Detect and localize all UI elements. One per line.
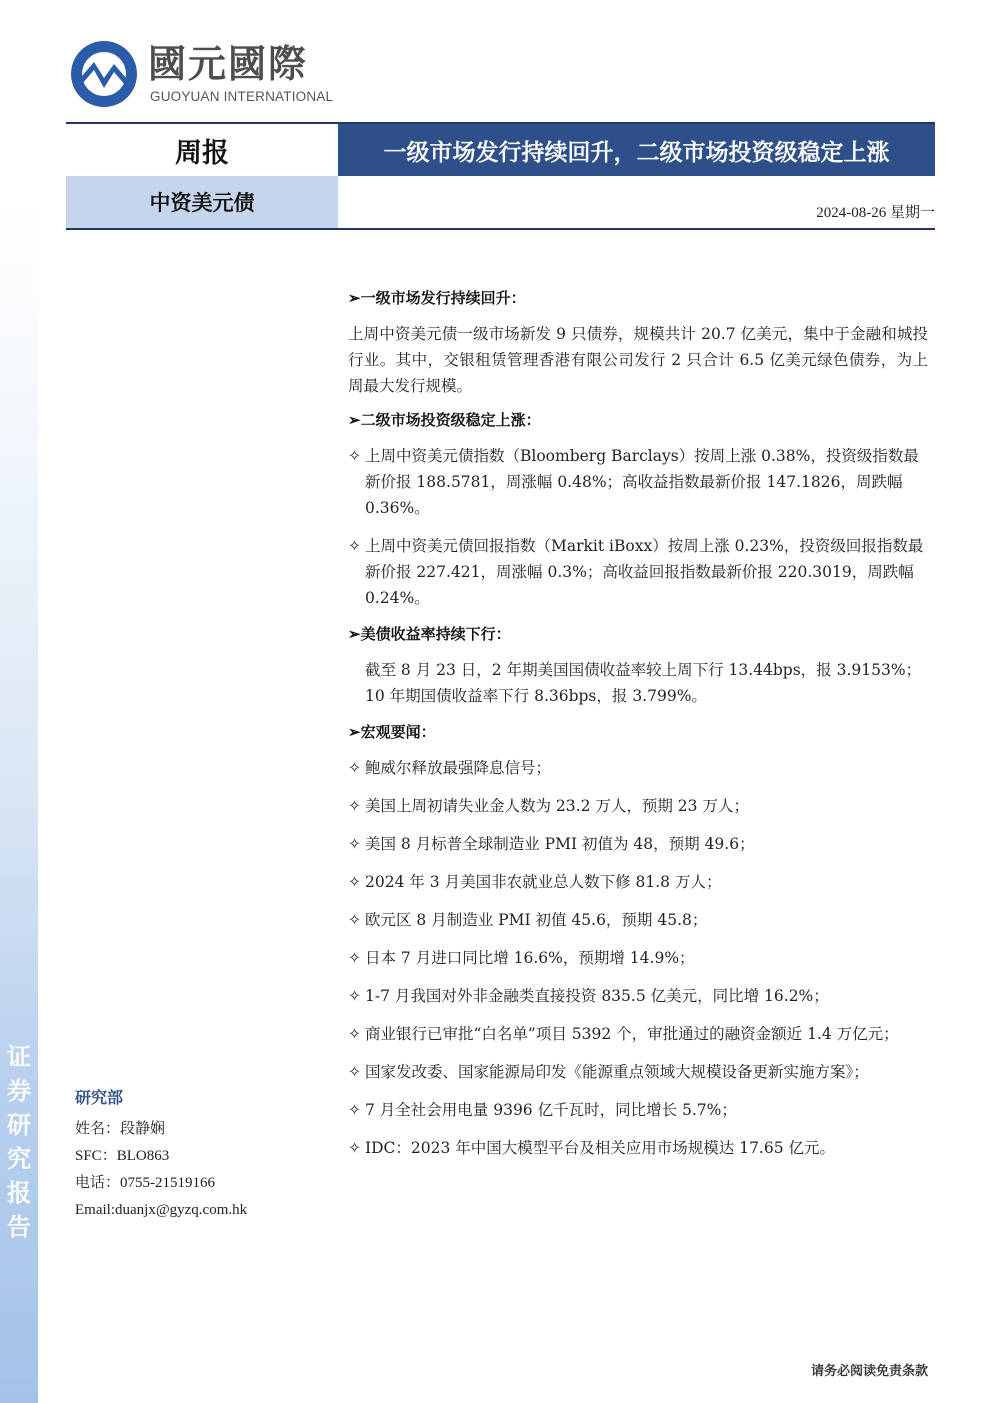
star-bullet-icon: ✧ xyxy=(348,1139,361,1157)
news-item xyxy=(348,1021,928,1047)
logo-chinese-name: 國元國際 xyxy=(148,42,309,86)
star-bullet-icon: ✧ xyxy=(348,447,361,465)
logo-english-name: GUOYUAN INTERNATIONAL xyxy=(150,89,334,104)
news-text: 2024 年 3 月美国非农就业总人数下修 81.8 万人； xyxy=(365,873,722,891)
star-bullet-icon: ✧ xyxy=(348,835,361,853)
report-title: 一级市场发行持续回升，二级市场投资级稳定上涨 xyxy=(338,124,935,176)
news-text: 7 月全社会用电量 9396 亿千瓦时，同比增长 5.7%； xyxy=(365,1101,737,1119)
news-item xyxy=(348,793,928,819)
news-item xyxy=(348,1097,928,1123)
section-heading-text: 一级市场发行持续回升： xyxy=(360,289,526,307)
news-item xyxy=(348,1135,928,1161)
author-name: 姓名：段静娴 xyxy=(75,1121,166,1137)
news-text: 商业银行已审批“白名单”项目 5392 个，审批通过的融资金额近 1.4 万亿元； xyxy=(365,1025,899,1043)
paragraph: 截至 8 月 23 日，2 年期美国国债收益率较上周下行 13.44bps，报 3.9153%；10 年期国债收益率下行 8.36bps，报 3.799%。 xyxy=(365,661,922,705)
star-bullet-icon: ✧ xyxy=(348,1063,361,1081)
news-text: 国家发改委、国家能源局印发《能源重点领域大规模设备更新实施方案》； xyxy=(365,1063,869,1081)
bullet-text: 上周中资美元债指数（Bloomberg Barclays）按周上涨 0.38%，投资级指数最新价报 188.5781，周涨幅 0.48%；高收益指数最新价报 147.1826，周跌幅 0.36%。 xyxy=(365,447,919,517)
section-heading-text: 二级市场投资级稳定上涨： xyxy=(360,411,541,429)
news-item xyxy=(348,907,928,933)
star-bullet-icon: ✧ xyxy=(348,537,361,555)
side-label-char: 研 xyxy=(7,1110,31,1139)
bullet-text: 上周中资美元债回报指数（Markit iBoxx）按周上涨 0.23%，投资级回报指数最新价报 227.421，周涨幅 0.3%；高收益回报指数最新价报 220.3019，周跌幅 0.24%。 xyxy=(365,537,924,607)
report-date: 2024-08-26 星期一 xyxy=(816,205,935,221)
side-label-char: 究 xyxy=(7,1144,31,1173)
news-item xyxy=(348,1059,928,1085)
news-item xyxy=(348,945,928,971)
section-heading xyxy=(348,287,928,309)
section-heading-text: 宏观要闻： xyxy=(360,723,436,741)
star-bullet-icon: ✧ xyxy=(348,759,361,777)
star-bullet-icon: ✧ xyxy=(348,911,361,929)
star-bullet-icon: ✧ xyxy=(348,797,361,815)
star-bullet-icon: ✧ xyxy=(348,987,361,1005)
side-label-char: 券 xyxy=(7,1076,31,1105)
star-bullet-icon: ✧ xyxy=(348,873,361,891)
section-arrow-icon: ➢ xyxy=(348,723,361,741)
side-label xyxy=(4,1040,34,1244)
report-type: 周报 xyxy=(175,137,229,169)
side-label-char: 报 xyxy=(7,1178,31,1207)
news-text: 欧元区 8 月制造业 PMI 初值 45.6，预期 45.8； xyxy=(365,911,708,929)
main-content xyxy=(348,287,928,1173)
author-sfc: SFC：BLO863 xyxy=(75,1148,170,1164)
company-logo xyxy=(68,38,338,114)
disclaimer-footer: 请务必阅读免责条款 xyxy=(810,1364,928,1379)
news-text: 美国上周初请失业金人数为 23.2 万人，预期 23 万人； xyxy=(365,797,749,815)
bullet-item xyxy=(348,443,928,521)
star-bullet-icon: ✧ xyxy=(348,1101,361,1119)
section-heading xyxy=(348,409,928,431)
star-bullet-icon: ✧ xyxy=(348,949,361,967)
section-heading xyxy=(348,721,928,743)
bullet-item xyxy=(348,533,928,611)
section-heading-text: 美债收益率持续下行： xyxy=(360,625,511,643)
news-text: 鲍威尔释放最强降息信号； xyxy=(365,759,552,777)
star-bullet-icon: ✧ xyxy=(348,1025,361,1043)
news-text: 1-7 月我国对外非金融类直接投资 835.5 亿美元，同比增 16.2%； xyxy=(365,987,829,1005)
author-block xyxy=(75,1085,325,1224)
report-category: 中资美元债 xyxy=(66,176,338,228)
news-item xyxy=(348,869,928,895)
header-bottom-rule xyxy=(66,228,935,230)
author-department: 研究部 xyxy=(75,1088,124,1107)
news-item xyxy=(348,983,928,1009)
paragraph: 上周中资美元债一级市场新发 9 只债券，规模共计 20.7 亿美元，集中于金融和城投行业。其中，交银租赁管理香港有限公司发行 2 只合计 6.5 亿美元绿色债券，为上周最大发行规模。 xyxy=(348,325,928,395)
side-label-char: 告 xyxy=(7,1212,31,1241)
news-item xyxy=(348,755,928,781)
news-text: 日本 7 月进口同比增 16.6%，预期增 14.9%； xyxy=(365,949,695,967)
section-heading xyxy=(348,623,928,645)
news-text: 美国 8 月标普全球制造业 PMI 初值为 48，预期 49.6； xyxy=(365,835,755,853)
news-item xyxy=(348,831,928,857)
news-text: IDC：2023 年中国大模型平台及相关应用市场规模达 17.65 亿元。 xyxy=(365,1139,836,1157)
side-label-char: 证 xyxy=(7,1042,31,1071)
section-arrow-icon: ➢ xyxy=(348,289,361,307)
logo-mark-icon xyxy=(68,38,140,110)
author-email[interactable]: Email:duanjx@gyzq.com.hk xyxy=(75,1202,248,1218)
author-phone: 电话：0755-21519166 xyxy=(75,1175,215,1191)
section-arrow-icon: ➢ xyxy=(348,411,361,429)
section-arrow-icon: ➢ xyxy=(348,625,361,643)
